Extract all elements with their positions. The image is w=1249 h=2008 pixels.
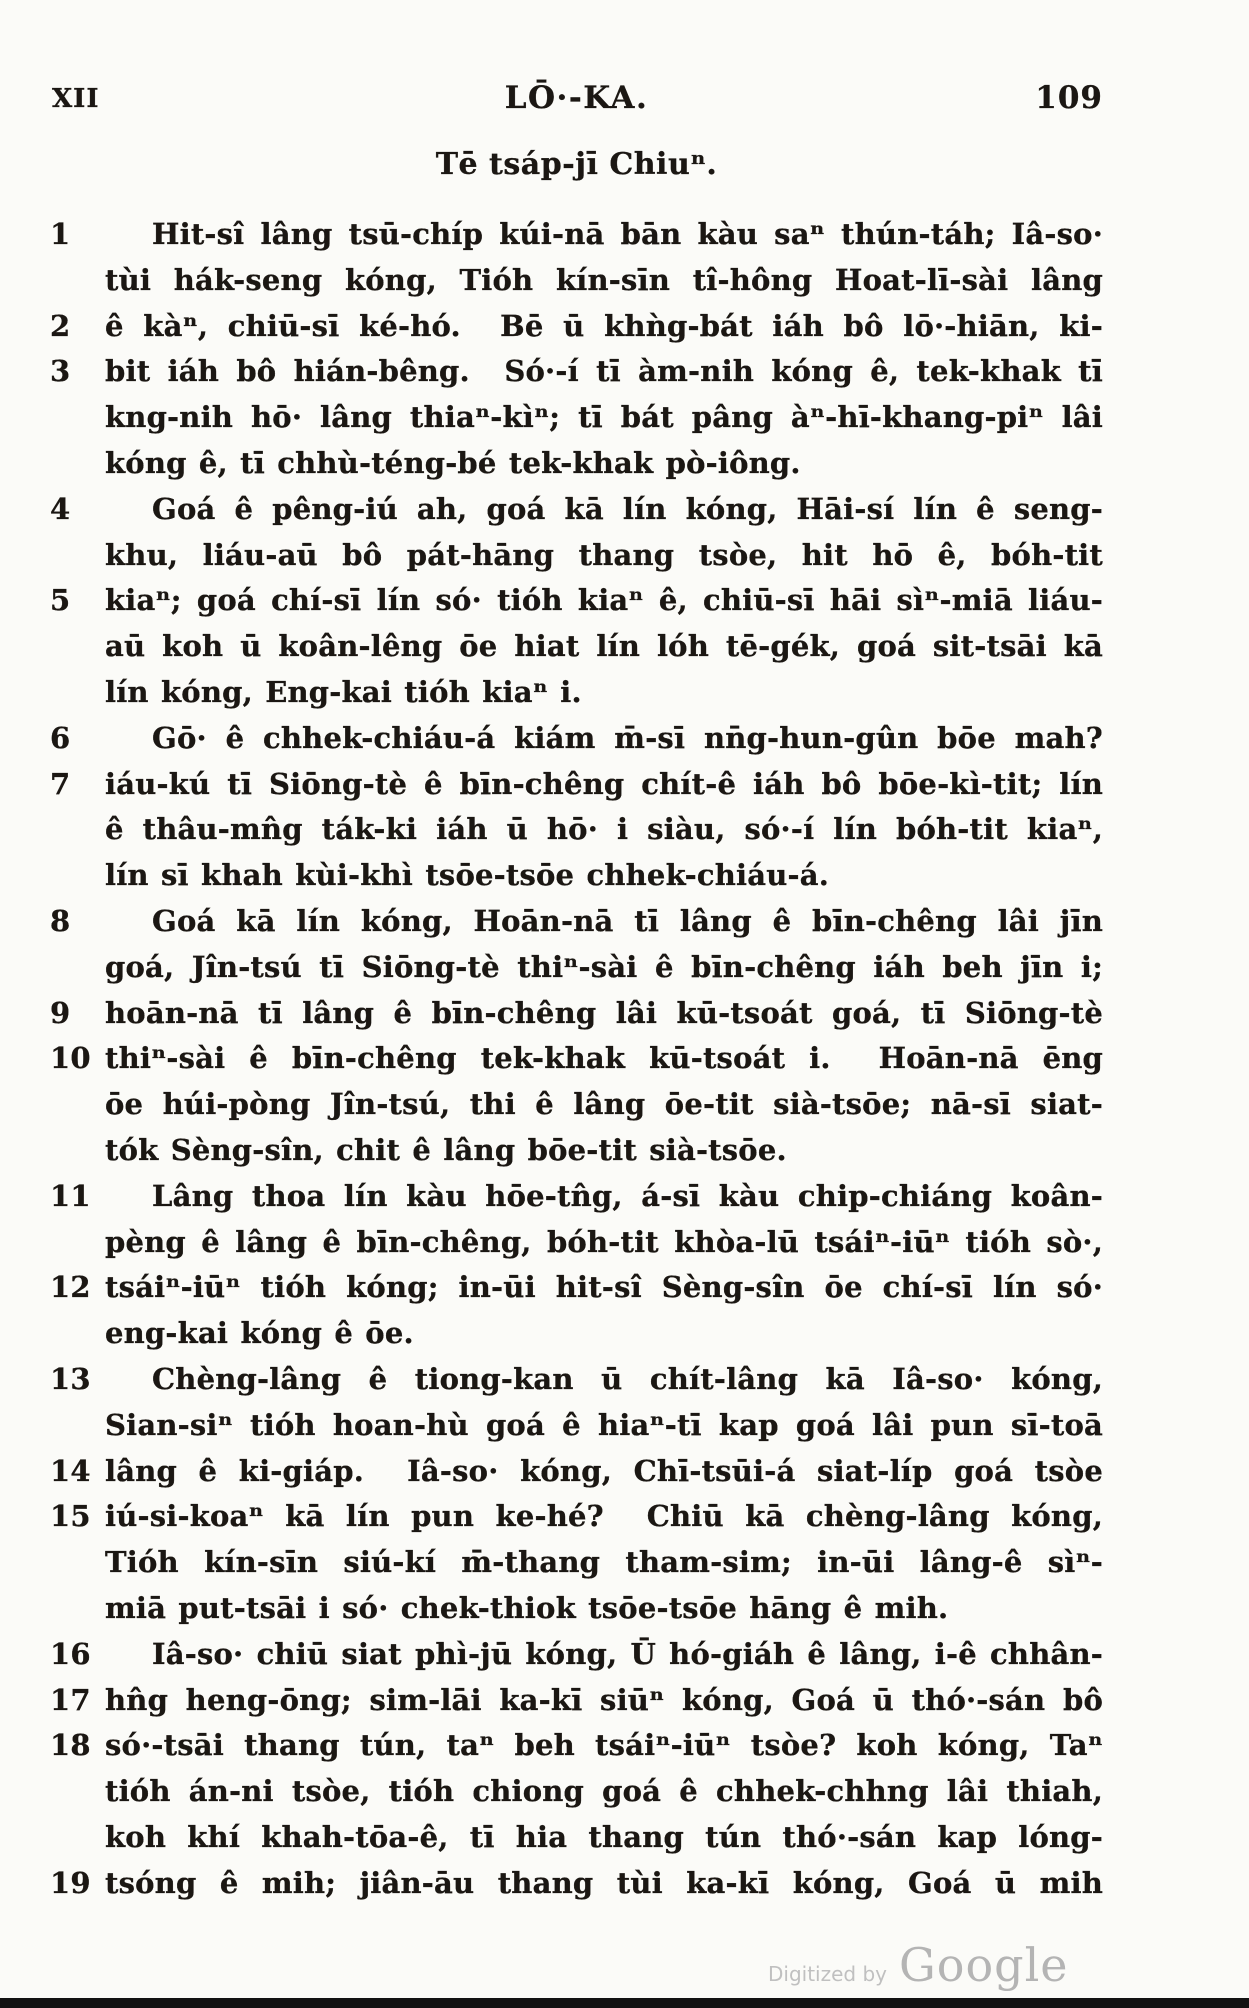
verse-line xyxy=(50,853,1103,899)
verse-line-text: eng-kai kóng ê ōe. xyxy=(105,1316,414,1351)
verse-lines xyxy=(50,212,1103,1906)
verse-line-text: iú-si-koaⁿ kā lín pun ke-hé? Chiū kā chèng-lâng kóng, xyxy=(105,1499,1103,1534)
verse-number xyxy=(50,1082,105,1128)
verse-number xyxy=(50,395,105,441)
verse-line xyxy=(50,349,1103,395)
verse-line-text: só·-tsāi thang tún, taⁿ beh tsáiⁿ-iūⁿ tsòe? koh kóng, Taⁿ xyxy=(105,1728,1103,1763)
verse-line xyxy=(50,1815,1103,1861)
verse-line xyxy=(50,578,1103,624)
verse-line-text: hoān-nā tī lâng ê bīn-chêng lâi kū-tsoát goá, tī Siōng-tè xyxy=(105,995,1103,1030)
verse-line xyxy=(50,1861,1103,1907)
verse-line-text: goá, Jîn-tsú tī Siōng-tè thiⁿ-sài ê bīn-chêng iáh beh jīn i; xyxy=(105,949,1103,984)
verse-line xyxy=(50,991,1103,1037)
verse-number: 1 xyxy=(50,217,71,251)
verse-number xyxy=(50,945,105,991)
verse-line-text: bit iáh bô hián-bêng. Só·-í tī àm-nih kóng ê, tek-khak tī xyxy=(105,354,1103,389)
verse-number: 7 xyxy=(50,766,71,801)
verse-line-text: aū koh ū koân-lêng ōe hiat lín lóh tē-gék, goá sit-tsāi kā xyxy=(105,629,1103,664)
verse-line-text: Goá ê pêng-iú ah, goá kā lín kóng, Hāi-sí lín ê seng- xyxy=(152,491,1103,526)
verse-line xyxy=(50,1403,1103,1449)
verse-line xyxy=(50,441,1103,487)
verse-number xyxy=(50,441,105,487)
verse-line-text: kóng ê, tī chhù-téng-bé tek-khak pò-iông. xyxy=(105,445,801,480)
verse-line-text: Lâng thoa lín kàu hōe-tn̂g, á-sī kàu chip-chiáng koân- xyxy=(152,1178,1103,1213)
verse-line xyxy=(50,1082,1103,1128)
verse-number: 13 xyxy=(50,1361,91,1396)
header-page-number: 109 xyxy=(1035,80,1103,116)
verse-line-text: Gō· ê chhek-chiáu-á kiám m̄-sī nn̄g-hun-gûn bōe mah? xyxy=(152,720,1103,755)
verse-line xyxy=(50,670,1103,716)
watermark-prefix-text: Digitized by xyxy=(768,1962,887,1986)
verse-number: 14 xyxy=(50,1453,91,1488)
verse-number: 11 xyxy=(50,1178,91,1213)
verse-line-text: Iâ-so· chiū siat phì-jū kóng, Ū hó-giáh ê lâng, i-ê chhân- xyxy=(152,1636,1103,1671)
verse-number xyxy=(50,1540,105,1586)
verse-line xyxy=(50,1357,1103,1403)
verse-line xyxy=(50,762,1103,808)
verse-line-text: koh khí khah-tōa-ê, tī hia thang tún thó·-sán kap lóng- xyxy=(105,1819,1103,1854)
verse-number: 15 xyxy=(50,1499,91,1534)
verse-line-text: Chèng-lâng ê tiong-kan ū chít-lâng kā Iâ-so· kóng, xyxy=(152,1361,1103,1396)
verse-line-text: Hit-sî lâng tsū-chíp kúi-nā bān kàu saⁿ thún-táh; Iâ-so· xyxy=(152,217,1103,251)
verse-line-text: tók Sèng-sîn, chit ê lâng bōe-tit sià-tsōe. xyxy=(105,1132,787,1167)
verse-line xyxy=(50,1632,1103,1678)
verse-line xyxy=(50,899,1103,945)
scan-bottom-edge xyxy=(0,1998,1249,2008)
verse-line xyxy=(50,1586,1103,1632)
verse-number xyxy=(50,1815,105,1861)
verse-number: 9 xyxy=(50,995,71,1030)
verse-number xyxy=(50,807,105,853)
header-book-title: LŌ·-KA. xyxy=(504,80,649,116)
verse-line-text: pèng ê lâng ê bīn-chêng, bóh-tit khòa-lū tsáiⁿ-iūⁿ tióh sò·, xyxy=(105,1224,1103,1259)
verse-number xyxy=(50,1128,105,1174)
verse-line-text: khu, liáu-aū bô pát-hāng thang tsòe, hit hō ê, bóh-tit xyxy=(105,537,1103,572)
verse-number: 2 xyxy=(50,308,71,343)
verse-line-text: lín sī khah kùi-khì tsōe-tsōe chhek-chiáu-á. xyxy=(105,858,830,893)
verse-line-text: tsóng ê mih; jiân-āu thang tùi ka-kī kóng, Goá ū mih xyxy=(105,1865,1103,1900)
verse-line xyxy=(50,945,1103,991)
verse-number: 16 xyxy=(50,1636,91,1671)
verse-number xyxy=(50,533,105,579)
verse-line-text: ê thâu-mn̂g ták-ki iáh ū hō· i siàu, só·-í lín bóh-tit kiaⁿ, xyxy=(105,812,1103,847)
verse-line xyxy=(50,304,1103,350)
verse-line xyxy=(50,258,1103,304)
verse-line-text: tsáiⁿ-iūⁿ tióh kóng; in-ūi hit-sî Sèng-sîn ōe chí-sī lín só· xyxy=(105,1270,1103,1305)
verse-line-text: ōe húi-pòng Jîn-tsú, thi ê lâng ōe-tit sià-tsōe; nā-sī siat- xyxy=(105,1087,1103,1122)
verse-line-text: lín kóng, Eng-kai tióh kiaⁿ i. xyxy=(105,674,582,709)
verse-line xyxy=(50,1174,1103,1220)
verse-number xyxy=(50,1311,105,1357)
verse-line-text: tùi hák-seng kóng, Tióh kín-sīn tî-hông Hoat-lī-sài lâng xyxy=(105,262,1103,297)
verse-line xyxy=(50,395,1103,441)
verse-line xyxy=(50,1265,1103,1311)
verse-line-text: kng-nih hō· lâng thiaⁿ-kìⁿ; tī bát pâng àⁿ-hī-khang-piⁿ lâi xyxy=(105,400,1103,435)
verse-line xyxy=(50,487,1103,533)
verse-line-text: kiaⁿ; goá chí-sī lín só· tióh kiaⁿ ê, chiū-sī hāi sìⁿ-miā liáu- xyxy=(105,583,1103,618)
verse-line xyxy=(50,533,1103,579)
verse-number xyxy=(50,1769,105,1815)
verse-number xyxy=(50,853,105,899)
verse-number: 6 xyxy=(50,720,71,755)
verse-line xyxy=(50,807,1103,853)
verse-line-text: iáu-kú tī Siōng-tè ê bīn-chêng chít-ê iáh bô bōe-kì-tit; lín xyxy=(105,766,1103,801)
verse-number xyxy=(50,1220,105,1266)
verse-line xyxy=(50,1311,1103,1357)
verse-number xyxy=(50,670,105,716)
verse-line-text: tióh án-ni tsòe, tióh chiong goá ê chhek-chhng lâi thiah, xyxy=(105,1774,1103,1809)
verse-line-text: hn̂g heng-ōng; sim-lāi ka-kī siūⁿ kóng, Goá ū thó·-sán bô xyxy=(105,1682,1103,1717)
verse-number: 19 xyxy=(50,1865,91,1900)
verse-line-text: Goá kā lín kóng, Hoān-nā tī lâng ê bīn-chêng lâi jīn xyxy=(152,903,1103,938)
verse-line xyxy=(50,212,1103,258)
verse-line xyxy=(50,716,1103,762)
google-logo: Google xyxy=(899,1938,1069,1992)
verse-line xyxy=(50,1128,1103,1174)
verse-line xyxy=(50,1723,1103,1769)
chapter-heading: Tē tsáp-jī Chiuⁿ. xyxy=(435,147,718,182)
verse-line-text: lâng ê ki-giáp. Iâ-so· kóng, Chī-tsūi-á siat-líp goá tsòe xyxy=(105,1453,1103,1488)
verse-number xyxy=(50,258,105,304)
verse-number xyxy=(50,1403,105,1449)
verse-number: 18 xyxy=(50,1728,91,1763)
verse-line xyxy=(50,1449,1103,1495)
verse-line-text: Tióh kín-sīn siú-kí m̄-thang tham-sim; in-ūi lâng-ê sìⁿ- xyxy=(105,1545,1103,1580)
verse-number: 10 xyxy=(50,1041,91,1076)
verse-line-text: thiⁿ-sài ê bīn-chêng tek-khak kū-tsoát i. Hoān-nā ēng xyxy=(105,1041,1103,1076)
verse-number: 17 xyxy=(50,1682,91,1717)
verse-number: 5 xyxy=(50,583,71,618)
verse-line-text: miā put-tsāi i só· chek-thiok tsōe-tsōe hāng ê mih. xyxy=(105,1590,949,1625)
verse-number xyxy=(50,1586,105,1632)
verse-line xyxy=(50,1540,1103,1586)
verse-number xyxy=(50,624,105,670)
verse-line xyxy=(50,624,1103,670)
verse-number: 3 xyxy=(50,354,71,389)
verse-line xyxy=(50,1036,1103,1082)
verse-line-text: ê kàⁿ, chiū-sī ké-hó. Bē ū khǹg-bát iáh bô lō·-hiān, ki- xyxy=(105,308,1103,343)
verse-line xyxy=(50,1769,1103,1815)
verse-line-text: Sian-siⁿ tióh hoan-hù goá ê hiaⁿ-tī kap goá lâi pun sī-toā xyxy=(105,1407,1103,1442)
verse-line xyxy=(50,1220,1103,1266)
verse-number: 8 xyxy=(50,903,71,938)
verse-line xyxy=(50,1678,1103,1724)
verse-number: 12 xyxy=(50,1270,91,1305)
verse-number: 4 xyxy=(50,491,71,526)
header-chapter-roman-numeral: XII xyxy=(52,84,100,114)
google-watermark xyxy=(768,1938,1069,1992)
verse-line xyxy=(50,1494,1103,1540)
